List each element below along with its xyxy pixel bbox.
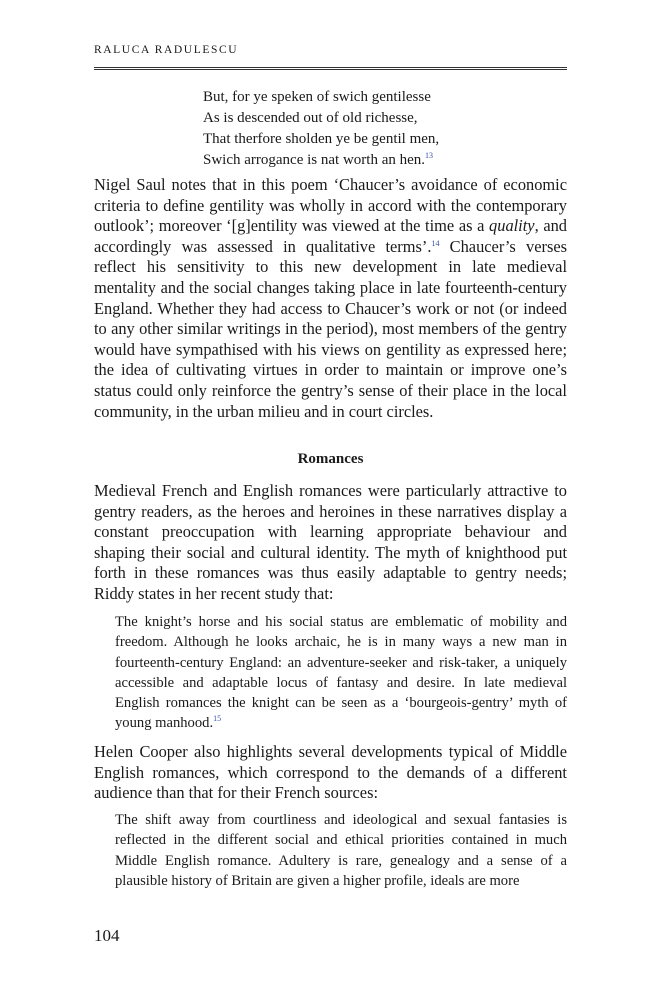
paragraph-saul: Nigel Saul notes that in this poem ‘Chaucer’s avoidance of economic criteria to define gentility was wholly in accord with the contemporary outlook’; moreover ‘[g]entility was viewed at the time as a quality, and accordingly was assessed in qualitative terms’.$^{14}$ Chaucer’s verses reflect his sensitivity to this new development in late medieval mentality and the social changes taking place in late fourteenth-century England. Whether they had access to Chaucer’s work or not (or indeed to any other similar writings in the period), most members of the gentry would have sympathised with his views on gentility as expressed here; the idea of cultivating virtues in order to maintain or improve one’s status could only reinforce the gentry’s sense of their place in the local community, in the urban milieu and in court circles. — [94, 175, 567, 421]
page-number: 104 — [94, 926, 120, 945]
footnote-ref-15[interactable]: 15 — [213, 714, 222, 724]
footnote-ref-13[interactable]: 13 — [425, 151, 434, 160]
block-quote-riddy: The knight’s horse and his social status are emblematic of mobility and freedom. Although he looks archaic, he is in many ways a new man in fourteenth-century England: an adventure-seeker and risk-taker, a uniquely accessible and adaptable locus of fantasy and desire. In late medieval English romances the knight can be seen as a ‘bourgeois-gentry’ myth of young manhood.$^{15}$ — [115, 614, 567, 732]
verse-line: That therfore sholden ye be gentil men, — [203, 131, 440, 147]
header-rule — [94, 67, 567, 70]
footnote-ref-14[interactable]: 14 — [431, 238, 440, 248]
section-heading: Romances — [297, 451, 364, 467]
verse-quotation — [203, 87, 439, 171]
verse-line: But, for ye speken of swich gentilesse — [203, 89, 431, 105]
emphasis-quality: quality — [489, 216, 535, 236]
running-head: RALUCA RADULESCU — [94, 44, 239, 56]
paragraph-cooper: Helen Cooper also highlights several developments typical of Middle English romances, which correspond to the demands of a different audience than that for their French sources: — [94, 742, 567, 803]
verse-line: As is descended out of old richesse, — [203, 110, 418, 126]
verse-line: Swich arrogance is nat worth an hen.$^{13}$ — [203, 151, 434, 168]
block-quote-cooper: The shift away from courtliness and ideological and sexual fantasies is reflected in the different social and ethical priorities contained in much Middle English romance. Adultery is rare, genealogy and a sense of a plausible history of Britain are given a higher profile, ideals are more — [115, 812, 567, 889]
paragraph-romances: Medieval French and English romances were particularly attractive to gentry readers, as the heroes and heroines in these narratives display a constant preoccupation with learning appropriate behaviour and shaping their social and cultural identity. The myth of knighthood put forth in these romances was thus easily adaptable to gentry needs; Riddy states in her recent study that: — [94, 481, 567, 603]
